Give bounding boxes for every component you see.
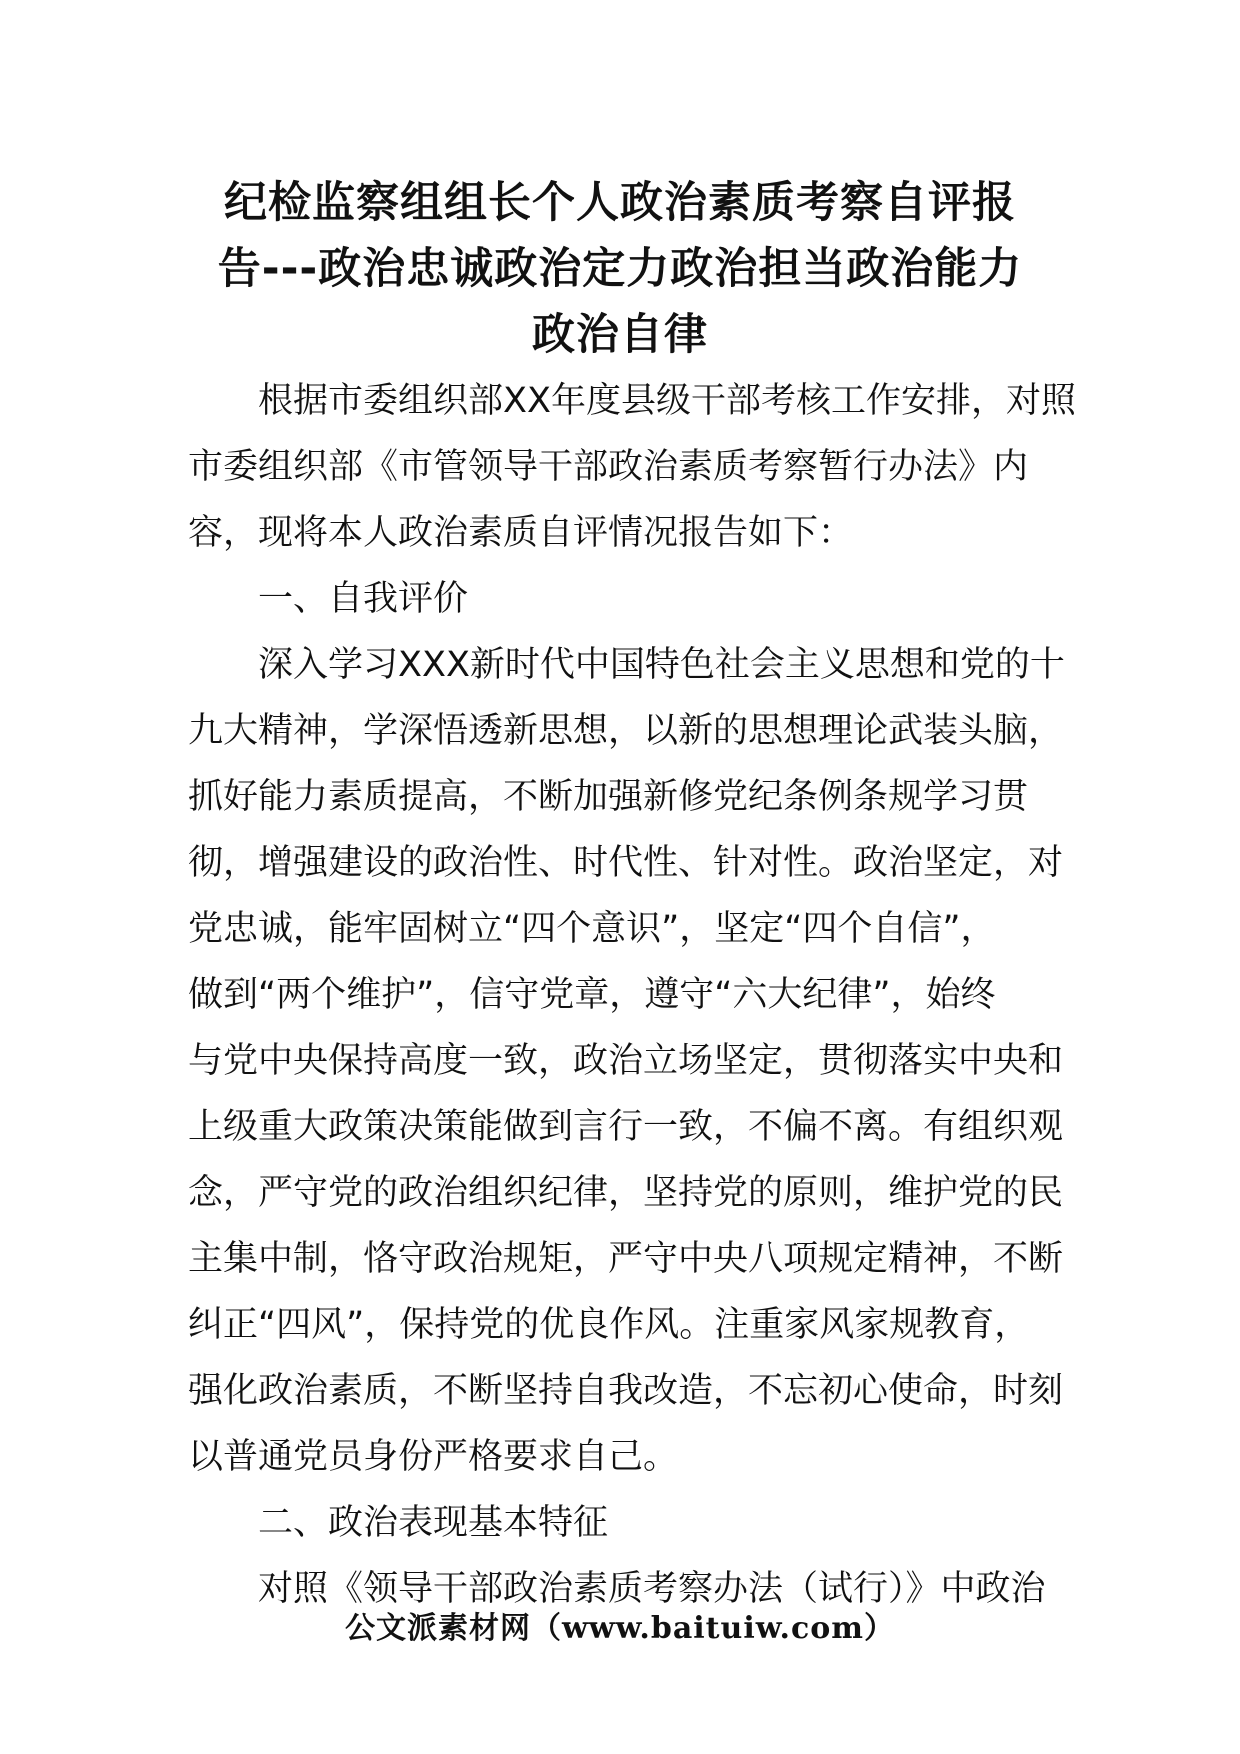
paragraph-line: 强化政治素质，不断坚持自我改造，不忘初心使命，时刻 <box>188 1371 1064 1411</box>
paragraph-line: 纠正“四风”，保持党的优良作风。注重家风家规教育， <box>188 1305 1030 1345</box>
title-line-3: 政治自律 <box>532 310 708 360</box>
paragraph-line: 深入学习XXX新时代中国特色社会主义思想和党的十 <box>258 645 1065 685</box>
title-line-1: 纪检监察组组长个人政治素质考察自评报 <box>224 178 1016 228</box>
paragraph-line: 以普通党员身份严格要求自己。 <box>188 1437 679 1477</box>
paragraph-line: 念，严守党的政治组织纪律，坚持党的原则，维护党的民 <box>188 1173 1064 1213</box>
footer-watermark: 公文派素材网（www.baituiw.com） <box>344 1611 896 1646</box>
document-title <box>180 170 1060 368</box>
paragraph-line: 主集中制，恪守政治规矩，严守中央八项规定精神，不断 <box>188 1239 1064 1279</box>
paragraph-line: 与党中央保持高度一致，政治立场坚定，贯彻落实中央和 <box>188 1041 1064 1081</box>
paragraph-line: 党忠诚，能牢固树立“四个意识”，坚定“四个自信”， <box>188 909 996 949</box>
paragraph-line: 容，现将本人政治素质自评情况报告如下： <box>188 513 854 553</box>
title-line-2: 告---政治忠诚政治定力政治担当政治能力 <box>217 244 1023 294</box>
paragraph-line: 抓好能力素质提高，不断加强新修党纪条例条规学习贯 <box>188 777 1029 817</box>
document-body <box>188 368 1076 1622</box>
section-heading-1: 一、自我评价 <box>258 579 469 619</box>
paragraph-line: 九大精神，学深悟透新思想，以新的思想理论武装头脑， <box>188 711 1064 751</box>
paragraph-line: 根据市委组织部XX年度县级干部考核工作安排，对照 <box>258 381 1076 421</box>
paragraph-line: 彻，增强建设的政治性、时代性、针对性。政治坚定，对 <box>188 843 1064 883</box>
section-heading-2: 二、政治表现基本特征 <box>258 1503 609 1543</box>
paragraph-line: 市委组织部《市管领导干部政治素质考察暂行办法》内 <box>188 447 1029 487</box>
paragraph-line: 对照《领导干部政治素质考察办法（试行）》中政治 <box>258 1569 1046 1609</box>
paragraph-line: 上级重大政策决策能做到言行一致，不偏不离。有组织观 <box>188 1107 1064 1147</box>
paragraph-line: 做到“两个维护”，信守党章，遵守“六大纪律”，始终 <box>188 975 996 1015</box>
